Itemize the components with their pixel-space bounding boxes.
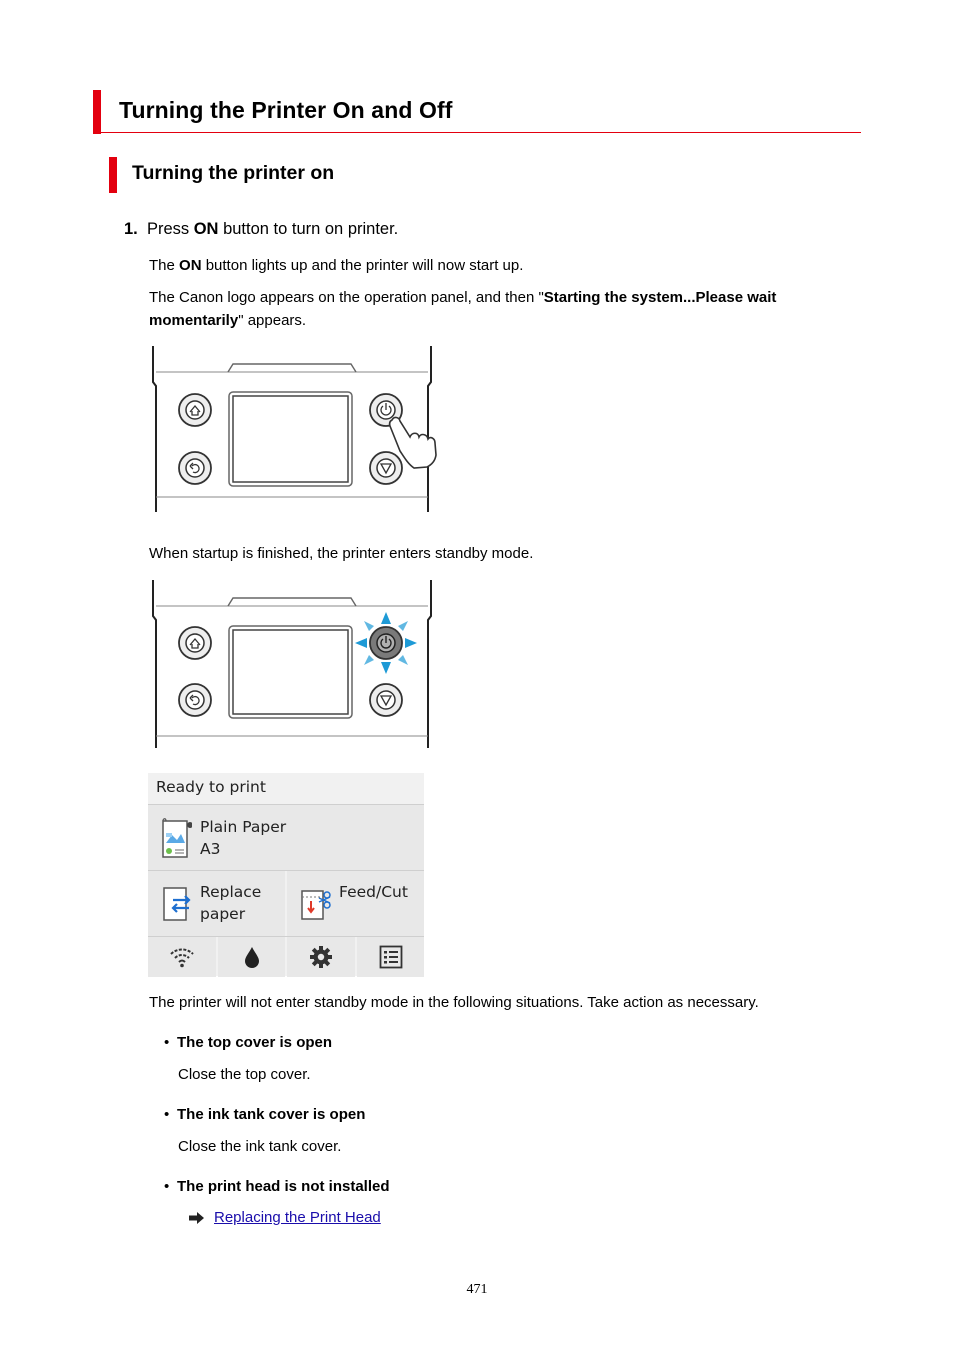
operation-panel-illustration-press: [148, 342, 440, 522]
step-text-pre: Press: [146, 220, 190, 238]
section-accent-bar: [109, 157, 117, 193]
menu-list-tile: [357, 937, 424, 977]
page-title: Turning the Printer On and Off: [119, 97, 453, 123]
para2-bold2: momentarily: [149, 312, 239, 329]
power-button-lit-icon: [370, 627, 402, 659]
replace-paper-tile: [148, 871, 285, 937]
gear-icon: [309, 945, 333, 969]
paper-size-label: A3: [200, 840, 221, 858]
heading-accent-bar: [93, 90, 101, 134]
feed-cut-label: Feed/Cut: [339, 883, 408, 901]
paragraph-logo-line2: [149, 312, 306, 329]
step-1: [124, 220, 398, 239]
stop-button-icon: [370, 452, 402, 484]
feed-cut-icon: [299, 887, 335, 921]
home-button-icon: [179, 394, 211, 426]
replacing-print-head-link[interactable]: Replacing the Print Head: [214, 1209, 381, 1226]
list-icon: [379, 945, 403, 969]
back-button-icon: [179, 452, 211, 484]
paragraph-standby: When startup is finished, the printer enters standby mode.: [149, 545, 534, 562]
bullet-dot: •: [164, 1034, 170, 1051]
paragraph-on-lights: [149, 257, 523, 274]
wifi-icon: [169, 946, 195, 968]
home-button-icon: [179, 627, 211, 659]
bullet-top-cover: [164, 1034, 332, 1051]
para1-post: button lights up and the printer will now start up.: [205, 257, 524, 274]
back-button-icon: [179, 684, 211, 716]
bullet-title: The top cover is open: [177, 1034, 333, 1051]
feed-cut-tile: [287, 871, 424, 937]
screen-status-text: Ready to print: [156, 778, 266, 796]
page-number: 471: [466, 1282, 488, 1297]
action-row: [148, 870, 424, 937]
bullet-print-head: [164, 1178, 390, 1195]
bottom-icon-row: [148, 936, 424, 977]
para1-bold: ON: [179, 257, 202, 274]
paper-type-label: Plain Paper: [200, 818, 287, 836]
settings-tile: [287, 937, 355, 977]
para1-pre: The: [149, 257, 175, 274]
stop-button-icon: [370, 684, 402, 716]
arrow-right-icon: [188, 1211, 206, 1225]
para2-pre: The Canon logo appears on the operation panel, and then ": [149, 289, 544, 306]
bullet-top-cover-action: Close the top cover.: [178, 1066, 311, 1083]
ink-tile: [218, 937, 285, 977]
step-number: 1.: [124, 220, 138, 238]
bullet-ink-tank-cover: [164, 1106, 365, 1123]
paragraph-no-standby: The printer will not enter standby mode in the following situations. Take action as necessary.: [149, 994, 759, 1011]
step-text-post: button to turn on printer.: [223, 220, 399, 238]
paragraph-logo-line1: [149, 289, 776, 306]
operation-panel-illustration-standby: [148, 576, 440, 756]
touch-screen-home: [148, 773, 424, 976]
para2-bold1: Starting the system...Please wait: [543, 289, 777, 306]
replace-paper-icon: [161, 886, 193, 922]
paper-sheet-icon: [160, 817, 192, 859]
bullet-title: The ink tank cover is open: [177, 1106, 366, 1123]
para2-post: " appears.: [238, 312, 307, 329]
bullet-title: The print head is not installed: [177, 1178, 390, 1195]
bullet-dot: •: [164, 1178, 170, 1195]
section-title: Turning the printer on: [132, 162, 335, 184]
ink-drop-icon: [243, 945, 261, 969]
heading-rule: [101, 132, 861, 133]
paper-info-tile: [148, 804, 424, 871]
replace-paper-label-1: Replace: [200, 883, 262, 901]
bullet-dot: •: [164, 1106, 170, 1123]
replace-paper-label-2: paper: [200, 905, 246, 923]
step-text-bold: ON: [193, 220, 219, 238]
bullet-ink-tank-cover-action: Close the ink tank cover.: [178, 1138, 342, 1155]
wifi-tile: [148, 937, 216, 977]
